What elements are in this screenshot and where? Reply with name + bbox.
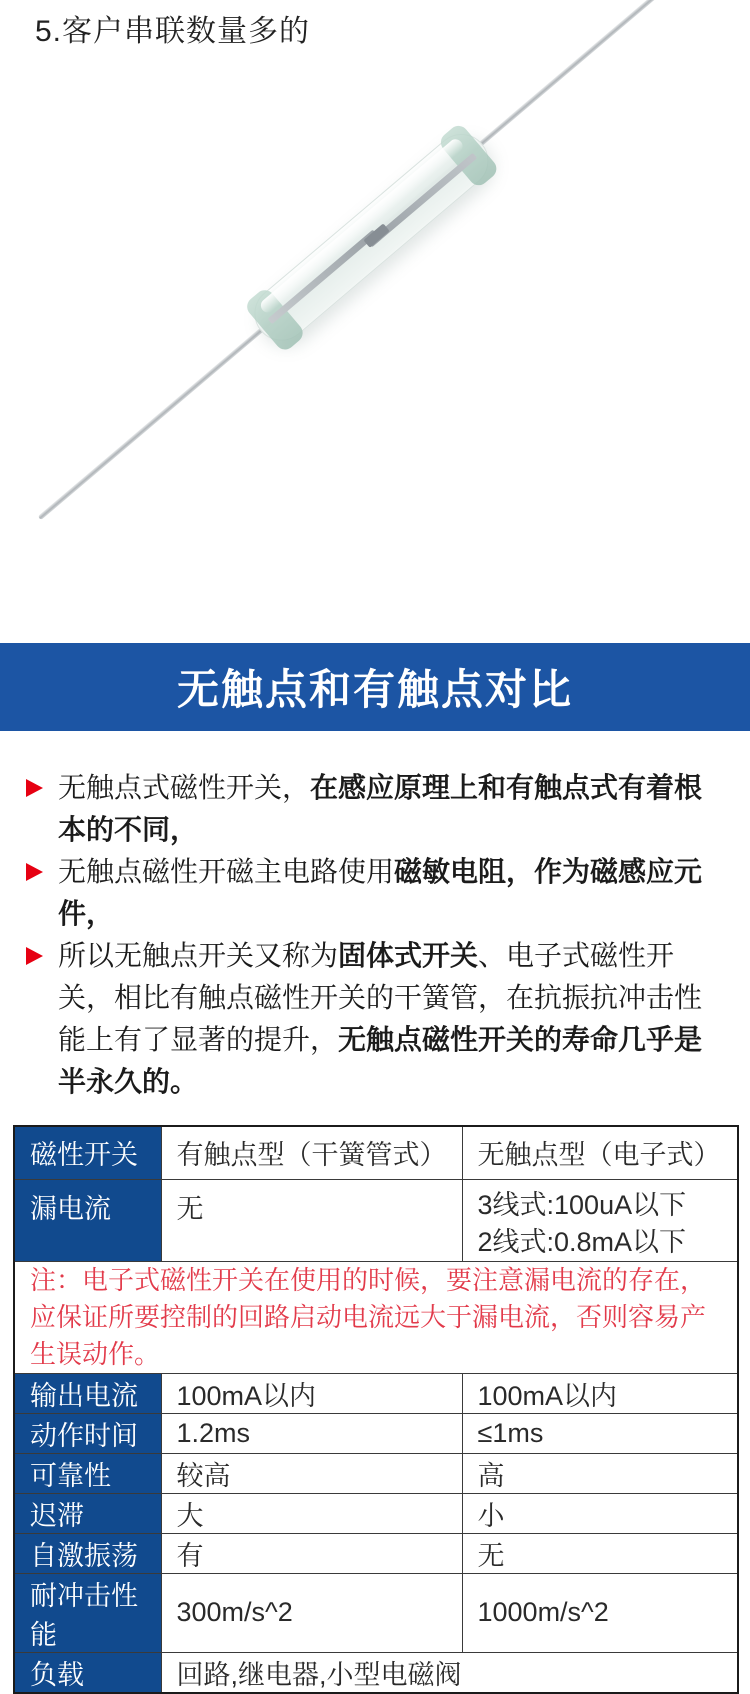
bullet-arrow-icon: [26, 779, 43, 797]
row-value-cell: 大: [161, 1493, 462, 1533]
row-value-cell: 100mA以内: [462, 1373, 738, 1413]
row-label-cell: 负载: [14, 1652, 161, 1693]
header-cell-contactless-type: 无触点型（电子式）: [462, 1126, 738, 1179]
row-label-cell: 漏电流: [14, 1179, 161, 1261]
row-value-cell: [462, 1179, 738, 1261]
table-row: [14, 1453, 738, 1493]
bullet-text-segment: 在感应原理上和有触点式有着根本的不同，: [58, 772, 703, 845]
row-value-cell: 100mA以内: [161, 1373, 462, 1413]
table-row: [14, 1493, 738, 1533]
table-row: [14, 1413, 738, 1453]
bullet-text-segment: 固体式开关: [338, 940, 479, 971]
bullet-text-segment: 无触点磁性开关的寿命几乎是半永久的。: [58, 1024, 703, 1097]
section-banner-title: 无触点和有触点对比: [176, 666, 573, 713]
row-label-cell: 输出电流: [14, 1373, 161, 1413]
reed-contact-blade: [268, 230, 378, 325]
spec-table-body: [14, 1126, 738, 1693]
row-value-cell: 300m/s^2: [161, 1573, 462, 1652]
row-value-cell: 高: [462, 1453, 738, 1493]
table-row: [14, 1261, 738, 1373]
row-value-cell: 有: [161, 1533, 462, 1573]
bullet-text-segment: 、电子式磁性开关，相比有触点磁性开关的干簧管，在抗振抗冲击性能上有了显著的提升，: [58, 940, 703, 1055]
bullet-arrow-icon: [26, 863, 43, 881]
row-value-cell: 无: [161, 1179, 462, 1261]
table-row: [14, 1533, 738, 1573]
bullet-list: [26, 767, 724, 1103]
page-heading: 5.客户串联数量多的: [35, 15, 311, 48]
table-row: [14, 1126, 738, 1179]
row-value-cell: 1.2ms: [161, 1413, 462, 1453]
row-value-cell: ≤1ms: [462, 1413, 738, 1453]
row-label-cell: 耐冲击性能: [14, 1573, 161, 1652]
row-value-cell: 较高: [161, 1453, 462, 1493]
row-label-cell: 迟滞: [14, 1493, 161, 1533]
header-cell-contact-type: 有触点型（干簧管式）: [161, 1126, 462, 1179]
row-label-cell: 动作时间: [14, 1413, 161, 1453]
bullet-item: [26, 851, 724, 935]
table-row: [14, 1373, 738, 1413]
row-label-cell: 磁性开关: [14, 1126, 161, 1179]
row-value-cell: 回路,继电器,小型电磁阀: [161, 1652, 738, 1693]
row-label-cell: 可靠性: [14, 1453, 161, 1493]
bullet-item: [26, 935, 724, 1103]
bullet-text-segment: 磁敏电阻，作为磁感应元件，: [58, 856, 703, 929]
row-value-cell: 无: [462, 1533, 738, 1573]
product-photo-section: [0, 0, 750, 620]
table-row: [14, 1179, 738, 1261]
row-label-cell: 自激振荡: [14, 1533, 161, 1573]
reed-switch-glass-capsule: [243, 123, 499, 352]
bullet-arrow-icon: [26, 947, 43, 965]
section-banner: [0, 643, 750, 731]
bullet-text-segment: 无触点磁性开磁主电路使用: [58, 856, 395, 887]
note-text: 注：电子式磁性开关在使用的时候，要注意漏电流的存在，应保证所要控制的回路启动电流远大于漏电流，否则容易产生误动作。: [14, 1261, 738, 1373]
leak-current-line: 3线式:100uA以下: [477, 1189, 687, 1220]
leak-current-line: 2线式:0.8mA以下: [477, 1226, 687, 1257]
row-value-cell: 1000m/s^2: [462, 1573, 738, 1652]
row-value-cell: 小: [462, 1493, 738, 1533]
bullet-text-segment: 无触点式磁性开关，: [58, 772, 311, 803]
table-row: [14, 1652, 738, 1693]
spec-comparison-table: [13, 1125, 739, 1694]
table-row: [14, 1573, 738, 1652]
bullet-item: [26, 767, 724, 851]
bullet-text-segment: 所以无触点开关又称为: [58, 940, 339, 971]
